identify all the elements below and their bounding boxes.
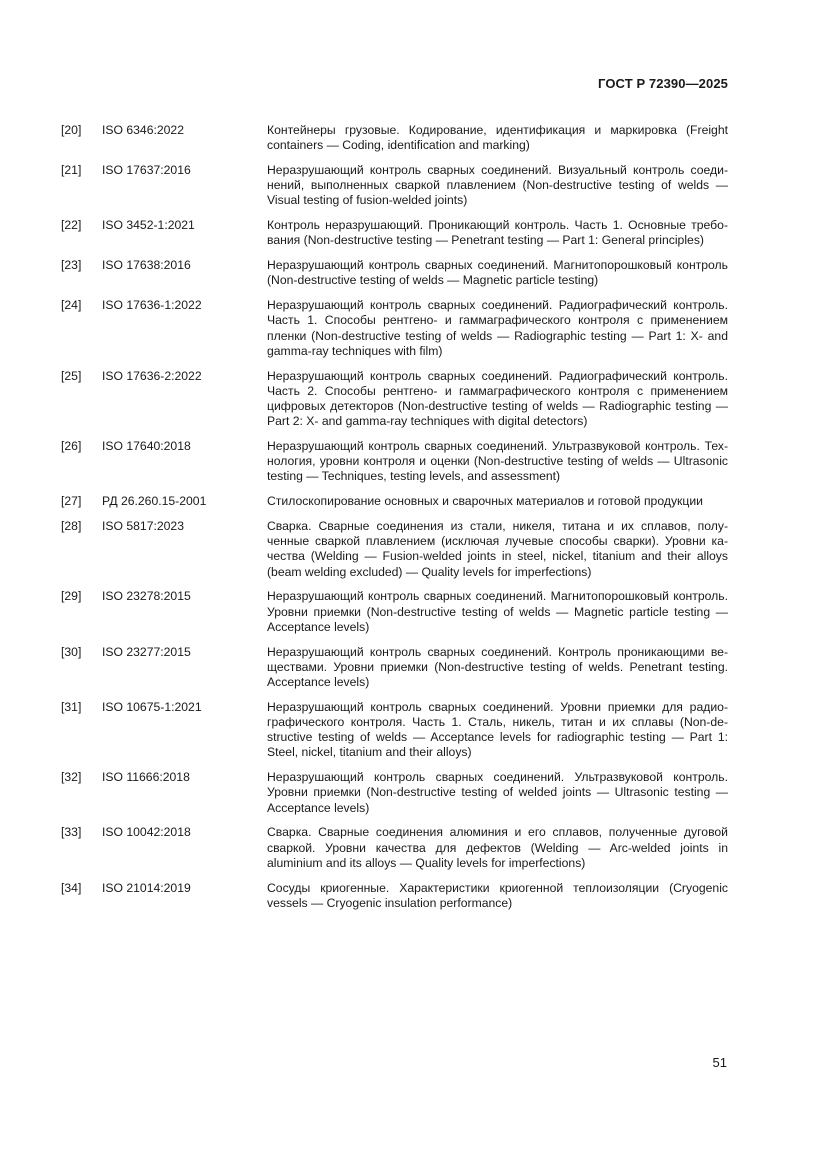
reference-item [61,439,728,485]
reference-title: Сосуды криогенные. Характеристики криогенной теплоизоляции (Cryogenic vessels — Cryogenic insulation performance) [267,880,728,910]
reference-title: Неразрушающий контроль сварных соединений. Ультразвуковой контроль. Технология, уровни контроля и оценки (Non-destructive testing of welds — Ultrasonic testing — Techniques, testing levels, and assessment) [267,439,728,484]
reference-title: Сварка. Сварные соединения из стали, никеля, титана и их сплавов, полученные сваркой плавлением (исключая лучевые способы сварки). Уровни качества (Welding — Fusion-welded joints in steel, nickel, titanium and their alloys (beam welding excluded) — Quality levels for imperfections) [267,519,728,579]
reference-item [61,218,728,248]
reference-number: [34] [61,880,82,895]
reference-code: ISO 17636-1:2022 [102,298,202,313]
reference-title: Неразрушающий контроль сварных соединений. Радиографический контроль. Часть 2. Способы рентгено- и гаммаграфического контроля с применением цифровых детекторов (Non-destructive testing of welds — Radiographic testing — Part 2: X- and gamma-ray techniques with digital detectors) [267,368,728,429]
reference-code: ISO 17637:2016 [102,163,191,177]
reference-item [61,770,728,816]
reference-number: [26] [61,439,82,454]
reference-item [61,494,728,509]
reference-title: Сварка. Сварные соединения алюминия и его сплавов, полученные дуговой сваркой. Уровни качества для дефектов (Welding — Arc-welded joints in aluminium and its alloys — Quality levels for imperfections) [267,825,728,870]
reference-number: [21] [61,163,82,177]
reference-title: Неразрушающий контроль сварных соединений. Ультразвуковой контроль. Уровни приемки (Non-destructive testing of welded joints — Ultrasonic testing — Acceptance levels) [267,770,728,815]
reference-number: [29] [61,589,82,604]
reference-title: Неразрушающий контроль сварных соединений. Контроль проникающими веществами. Уровни приемки (Non-destructive testing of welds. Penetrant testing. Acceptance levels) [267,644,728,690]
reference-code: ISO 3452-1:2021 [102,218,195,233]
reference-code: ISO 17638:2016 [102,258,191,273]
reference-title: Контроль неразрушающий. Проникающий контроль. Часть 1. Основные требования (Non-destructive testing — Penetrant testing — Part 1: General principles) [267,218,728,248]
reference-number: [27] [61,494,82,509]
reference-title: Стилоскопирование основных и сварочных материалов и готовой продукции [267,494,703,509]
reference-number: [23] [61,258,82,273]
reference-item [61,589,728,635]
reference-number: [25] [61,368,82,383]
reference-item [61,825,728,871]
reference-title: Контейнеры грузовые. Кодирование, идентификация и маркировка (Freight containers — Coding, identification and marking) [267,123,728,153]
reference-title: Неразрушающий контроль сварных соединений. Уровни приемки для радиографического контроля. Часть 1. Сталь, никель, титан и их сплавы (Non-destructive testing of welds — Acceptance levels for radiographic testing — Part 1: Steel, nickel, titanium and their alloys) [267,699,728,760]
reference-item [61,645,728,691]
reference-number: [24] [61,298,82,313]
reference-code: ISO 5817:2023 [102,519,184,534]
reference-number: [22] [61,218,82,233]
reference-number: [30] [61,644,82,659]
reference-item [61,369,728,430]
page-number: 51 [712,1055,727,1070]
reference-title: Неразрушающий контроль сварных соединений. Магнитопорошковый контроль (Non-destructive testing of welds — Magnetic particle testing) [267,258,728,288]
reference-number: [20] [61,123,82,137]
reference-item [61,258,728,288]
reference-code: ISO 10675-1:2021 [102,699,202,714]
reference-item [61,519,728,580]
reference-code: ISO 21014:2019 [102,880,191,895]
reference-code: ISO 17636-2:2022 [102,368,202,383]
reference-code: ISO 23277:2015 [102,644,191,659]
reference-number: [33] [61,825,82,840]
reference-item [61,700,728,761]
reference-title: Неразрушающий контроль сварных соединений. Визуальный контроль соединений, выполненных сваркой плавлением (Non-destructive testing of welds — Visual testing of fusion-welded joints) [267,163,728,208]
reference-item [61,881,728,911]
reference-title: Неразрушающий контроль сварных соединений. Магнитопорошковый контроль. Уровни приемки (Non-destructive testing of welds — Magnetic particle testing — Acceptance levels) [267,589,728,634]
reference-item [61,298,728,359]
document-header: ГОСТ Р 72390—2025 [598,76,728,91]
reference-code: ISO 23278:2015 [102,589,191,604]
reference-code: ISO 6346:2022 [102,123,184,137]
reference-code: ISO 11666:2018 [102,770,190,785]
reference-number: [32] [61,770,82,785]
reference-number: [31] [61,699,82,714]
reference-title: Неразрушающий контроль сварных соединений. Радиографический контроль. Часть 1. Способы рентгено- и гаммаграфического контроля с применением пленки (Non-destructive testing of welds — Radiographic testing — Part 1: X- and gamma-ray techniques with film) [267,298,728,358]
reference-item [61,163,728,209]
reference-number: [28] [61,519,82,534]
reference-item [61,123,728,153]
bibliography-list [61,123,728,921]
reference-code: ISO 17640:2018 [102,439,191,454]
reference-code: ISO 10042:2018 [102,825,191,840]
reference-code: РД 26.260.15-2001 [102,494,207,509]
